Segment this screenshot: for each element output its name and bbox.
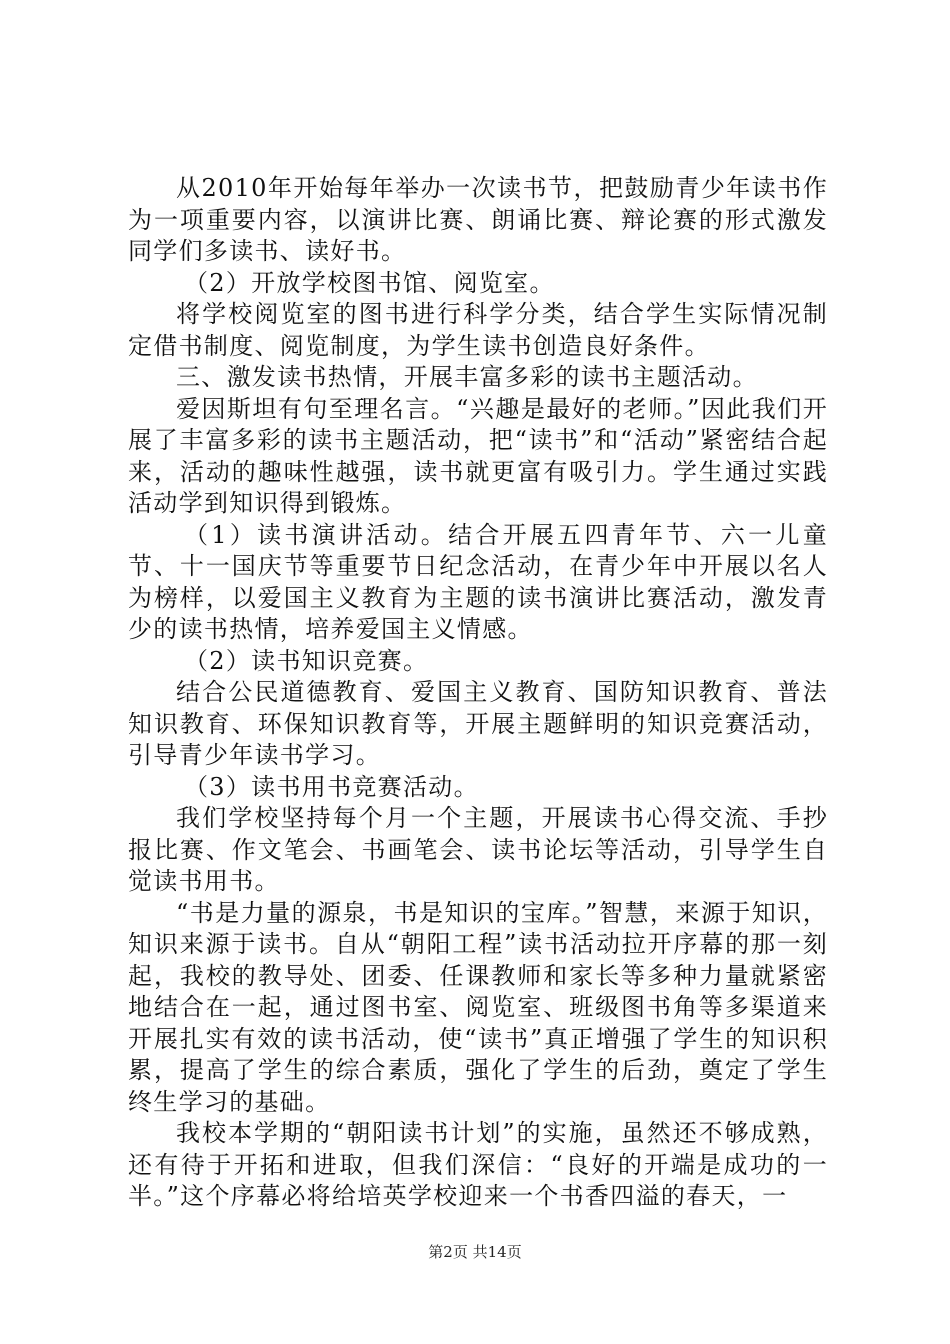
paragraph-book-usage-heading: （3）读书用书竞赛活动。	[184, 772, 479, 801]
paragraph-knowledge-contest: 结合公民道德教育、爱国主义教育、国防知识教育、普法知识教育、环保知识教育等，开展主题鲜明的知识竞赛活动，引导青少年读书学习。	[128, 678, 828, 769]
paragraph-semester-plan: 我校本学期的“朝阳读书计划”的实施，虽然还不够成熟，还有待于开拓和进取，但我们深信：“良好的开端是成功的一半。”这个序幕必将给培英学校迎来一个书香四溢的春天，一	[128, 1119, 828, 1210]
page-number-footer: 第2页 共14页	[428, 1243, 522, 1261]
paragraph-einstein-quote: 爱因斯坦有句至理名言。“兴趣是最好的老师。”因此我们开展了丰富多彩的读书主题活动，把“读书”和“活动”紧密结合起来，活动的趣味性越强，读书就更富有吸引力。学生通过实践活动学到知识得到锻炼。	[128, 394, 828, 517]
paragraph-reading-festival: 从2010年开始每年举办一次读书节，把鼓励青少年读书作为一项重要内容，以演讲比赛、朗诵比赛、辩论赛的形式激发同学们多读书、读好书。	[128, 174, 828, 265]
paragraph-monthly-theme: 我们学校坚持每个月一个主题，开展读书心得交流、手抄报比赛、作文笔会、书画笔会、读书论坛等活动，引导学生自觉读书用书。	[128, 804, 828, 895]
paragraph-library-classification: 将学校阅览室的图书进行科学分类，结合学生实际情况制定借书制度、阅览制度，为学生读书创造良好条件。	[128, 300, 828, 360]
section-heading-reading-activities: 三、激发读书热情，开展丰富多彩的读书主题活动。	[176, 363, 758, 391]
document-body	[128, 173, 828, 1213]
paragraph-knowledge-contest-heading: （2）读书知识竞赛。	[184, 646, 429, 675]
paragraph-speech-activity: （1）读书演讲活动。结合开展五四青年节、六一儿童节、十一国庆节等重要节日纪念活动，在青少年中开展以名人为榜样，以爱国主义教育为主题的读书演讲比赛活动，激发青少的读书热情，培养爱国主义情感。	[128, 520, 828, 643]
paragraph-open-library-heading: （2）开放学校图书馆、阅览室。	[184, 268, 555, 297]
paragraph-books-are-power: “书是力量的源泉，书是知识的宝库。”智慧，来源于知识，知识来源于读书。自从“朝阳工程”读书活动拉开序幕的那一刻起，我校的教导处、团委、任课教师和家长等多种力量就紧密地结合在一起，通过图书室、阅览室、班级图书角等多渠道来开展扎实有效的读书活动，使“读书”真正增强了学生的知识积累，提高了学生的综合素质，强化了学生的后劲，奠定了学生终生学习的基础。	[128, 898, 828, 1116]
